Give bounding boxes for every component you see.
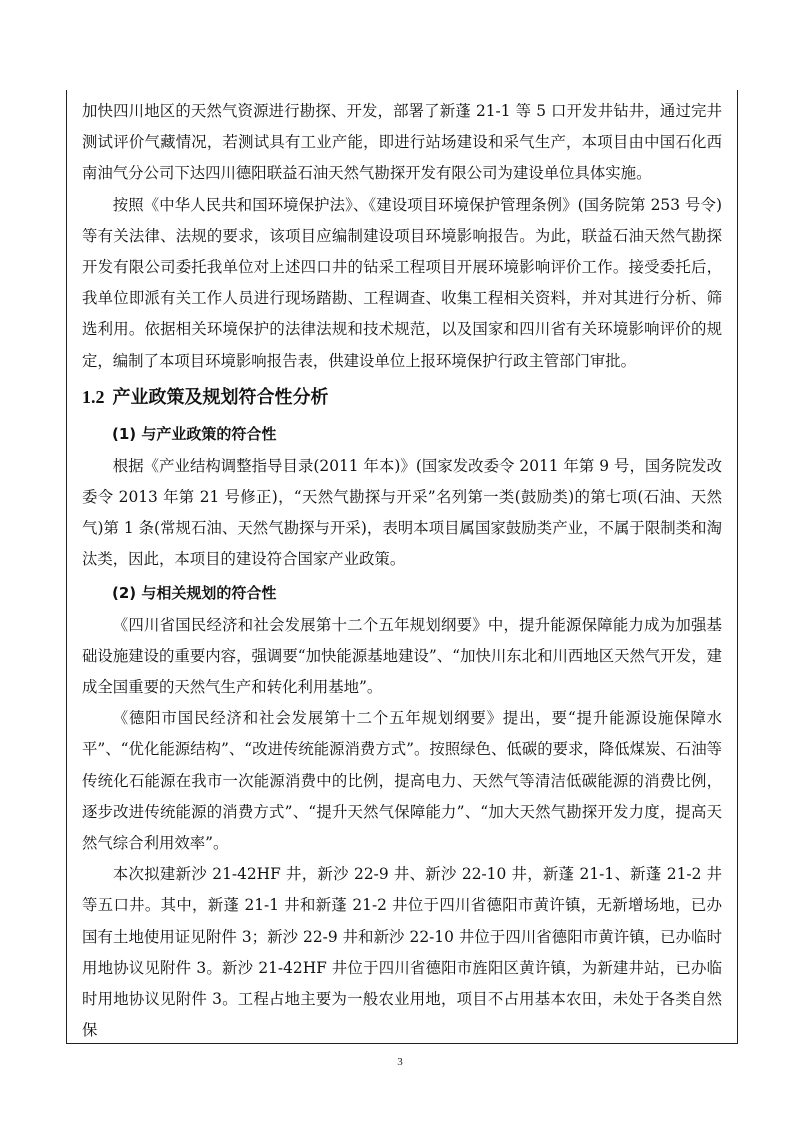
page-number: 3: [397, 1056, 403, 1068]
section-number: 1.2: [82, 386, 105, 407]
paragraph-eia-basis: 按照《中华人民共和国环境保护法》、《建设项目环境保护管理条例》(国务院第 253 号令)等有关法律、法规的要求，该项目应编制建设项目环境影响报告。为此，联益石油天然气勘探开发有限公司委托我单位对上述四口井的钻采工程项目开展环境影响评价工作。接受委托后，我单位即派有关工作人员进行现场踏勘、工程调查、收集工程相关资料，并对其进行分析、筛选利用。依据相关环境保护的法律法规和技术规范，以及国家和四川省有关环境影响评价的规定，编制了本项目环境影响报告表，供建设单位上报环境保护行政主管部门审批。: [82, 195, 722, 370]
paragraph-sichuan-plan: 《四川省国民经济和社会发展第十二个五年规划纲要》中，提升能源保障能力成为加强基础设施建设的重要内容，强调要“加快能源基地建设”、“加快川东北和川西地区天然气开发，建成全国重要的天然气生产和转化利用基地”。: [82, 615, 722, 697]
document-body: [82, 96, 722, 1046]
paragraph-project-background: 加快四川地区的天然气资源进行勘探、开发，部署了新蓬 21-1 等 5 口开发井钻井，通过完井测试评价气藏情况，若测试具有工业产能，即进行站场建设和采气生产，本项目由中国石化西南油气分公司下达四川德阳联益石油天然气勘探开发有限公司为建设单位具体实施。: [82, 102, 722, 183]
section-heading: [82, 377, 722, 417]
subheading-related-plans: (2) 与相关规划的符合性: [112, 583, 277, 602]
subheading-industry-policy: (1) 与产业政策的符合性: [112, 424, 277, 443]
paragraph-deyang-plan: 《德阳市国民经济和社会发展第十二个五年规划纲要》提出，要“提升能源设施保障水平”、“优化能源结构”、“改进传统能源消费方式”。按照绿色、低碳的要求，降低煤炭、石油等传统化石能源在我市一次能源消费中的比例，提高电力、天然气等清洁低碳能源的消费比例，逐步改进传统能源的消费方式”、“提升天然气保障能力”、“加大天然气勘探开发力度，提高天然气综合利用效率”。: [82, 709, 722, 853]
paragraph-industry-policy: 根据《产业结构调整指导目录(2011 年本)》(国家发改委令 2011 年第 9 号，国务院发改委令 2013 年第 21 号修正)，“天然气勘探与开采”名列第一类(鼓励类)的第七项(石油、天然气)第 1 条(常规石油、天然气勘探与开采)，表明本项目属国家鼓励类产业，不属于限制类和淘汰类，因此，本项目的建设符合国家产业政策。: [82, 456, 722, 569]
paragraph-well-sites: 本次拟建新沙 21-42HF 井，新沙 22-9 井、新沙 22-10 井，新蓬 21-1、新蓬 21-2 井等五口井。其中，新蓬 21-1 井和新蓬 21-2 井位于四川省德阳市黄许镇，无新增场地，已办国有土地使用证见附件 3；新沙 22-9 井和新沙 22-10 井位于四川省德阳市黄许镇，已办临时用地协议见附件 3。新沙 21-42HF 井位于四川省德阳市旌阳区黄许镇，为新建井站，已办临时用地协议见附件 3。工程占地主要为一般农业用地，项目不占用基本农田，未处于各类自然保: [82, 865, 722, 1040]
section-title: 产业政策及规划符合性分析: [112, 386, 329, 408]
